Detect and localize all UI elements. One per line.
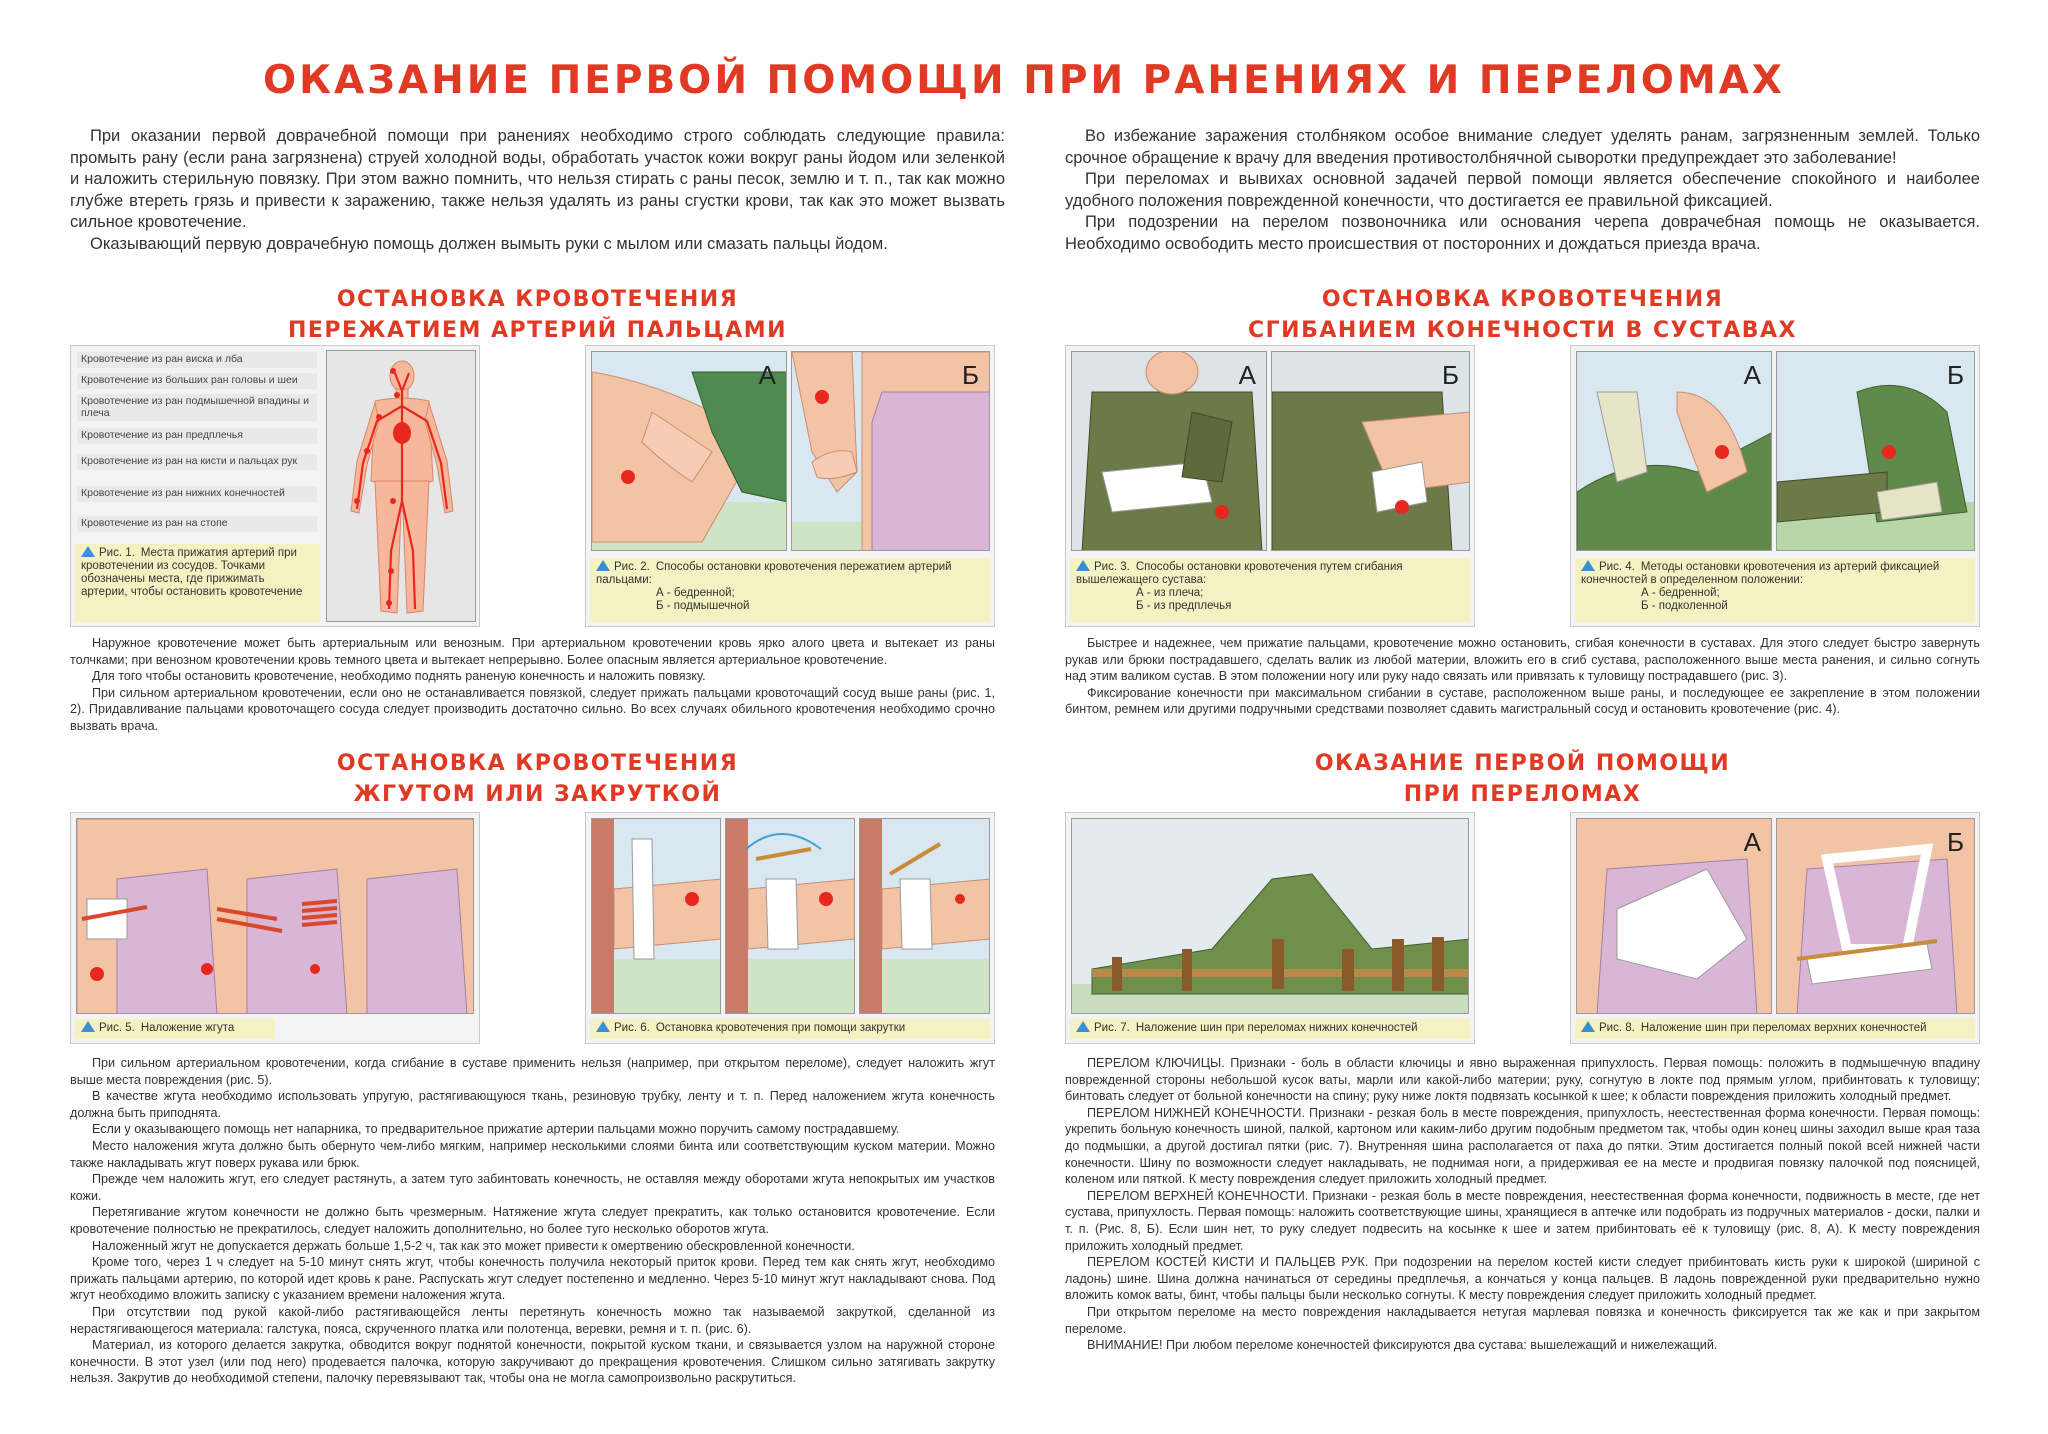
- caption-item: А - бедренной;: [656, 587, 735, 599]
- intro-right: [1065, 126, 1980, 255]
- caption-item: Б - подмышечной: [656, 600, 750, 612]
- legend-item: Кровотечение из ран подмышечной впадины и плеча: [77, 394, 317, 421]
- figure-number: Рис. 7.: [1094, 1022, 1130, 1034]
- body-paragraph: При открытом переломе на место повреждения накладывается нетугая марлевая повязка и конечность фиксируется так же как и при закрытом переломе.: [1065, 1304, 1980, 1336]
- windlass-step-2: [726, 819, 855, 1014]
- caption-text: Наложение жгута: [140, 1022, 235, 1034]
- body-paragraph: ПЕРЕЛОМ ВЕРХНЕЙ КОНЕЧНОСТИ. Признаки - резкая боль в месте повреждения, неестественная форма конечности, подвижность в месте, где нет сустава, припухлость. Первая помощь: наложить соответствующие шины, хранящиеся в аптечке или подобрать из подручных материалов - доски, палки и т. п. (Рис. 8, Б). Если шин нет, то руку следует подвесить на косынке к шее и затем прибинтовать её к туловищу (рис. 8, А). К месту повреждения приложить холодный предмет.: [1065, 1188, 1980, 1253]
- caption-text: Наложение шин при переломах нижних конечностей: [1135, 1022, 1418, 1034]
- windlass-step-1: [592, 819, 721, 1014]
- triangle-marker-icon: [1076, 560, 1090, 571]
- figure-number: Рис. 8.: [1599, 1022, 1635, 1034]
- caption-text: Места прижатия артерий при кровотечении из сосудов. Точками обозначены места, где прижимать артерии, чтобы остановить кровотечение: [81, 547, 303, 598]
- section-title-line: ПРИ ПЕРЕЛОМАХ: [1403, 782, 1642, 807]
- figure-label-a: А: [758, 360, 776, 390]
- section-title-tourniquet: [70, 748, 1005, 810]
- body-paragraph: В качестве жгута необходимо использовать упругую, растягивающуюся ткань, резиновую трубку, ленту и т. п. Перед наложением жгута конечность должна быть приподнята.: [70, 1089, 995, 1120]
- triangle-marker-icon: [1581, 1021, 1595, 1032]
- figure-caption: [590, 558, 990, 622]
- figure-5-image: [76, 818, 474, 1014]
- intro-paragraph: При подозрении на перелом позвоночника или основания черепа доврачебная помощь не оказывается. Необходимо освободить место происшествия от посторонних и дождаться приезда врача.: [1065, 213, 1980, 253]
- section-title-line: ОСТАНОВКА КРОВОТЕЧЕНИЯ: [1321, 287, 1724, 312]
- figure-2a: [591, 351, 787, 551]
- triangle-marker-icon: [596, 1021, 610, 1032]
- body-paragraph: ПЕРЕЛОМ КЛЮЧИЦЫ. Признаки - боль в области ключицы и явно выраженная припухлость. Первая помощь: положить в подмышечную впадину поврежденной стороны небольшой кусок ваты, марли или какой-либо материи; руку, согнутую в локте под прямым углом, прибинтовать к туловищу; бинтовать следует от больной конечности на спину; руку ниже локтя подвязать косынкой к шее; к области повреждения приложить холодный предмет.: [1065, 1056, 1980, 1104]
- figure-label-a: А: [1238, 360, 1256, 390]
- body-paragraph: Для того чтобы остановить кровотечение, необходимо поднять раненую конечность и наложить повязку.: [92, 669, 706, 684]
- legend-item: Кровотечение из ран на стопе: [77, 516, 317, 532]
- body-paragraph: При отсутствии под рукой какой-либо растягивающейся ленты перетянуть конечность можно так называемой закруткой, сделанной из нерастягивающегося материала: галстука, пояса, скрученного платка или полотенца, веревки, ремня и т. п. (рис. 6).: [70, 1304, 995, 1336]
- intro-paragraph: При оказании первой доврачебной помощи при ранениях необходимо строго соблюдать следующие правила: промыть рану (если рана загрязнена) струей холодной воды, обработать участок кожи вокруг раны йодом или зеленкой и наложить стерильную повязку. При этом важно помнить, что нельзя стирать с раны песок, землю и т. п., так как можно глубже втереть грязь и привести к заражению, также нельзя удалять из раны сгустки крови, так как это может вызвать сильное кровотечение.: [70, 127, 1005, 231]
- body-paragraph: Наружное кровотечение может быть артериальным или венозным. При артериальном кровотечении кровь ярко алого цвета и вытекает из раны толчками; при венозном кровотечении кровь темного цвета и вытекает непрерывно. Более опасным является артериальное кровотечение.: [70, 636, 995, 667]
- section-title-line: ПЕРЕЖАТИЕМ АРТЕРИЙ ПАЛЬЦАМИ: [287, 318, 788, 343]
- elbow-flexion-illustration: [1272, 352, 1470, 551]
- caption-item: А - из плеча;: [1136, 587, 1204, 599]
- section-title-flexion: [1065, 284, 1980, 346]
- tourniquet-illustration: [77, 819, 474, 1014]
- section-title-line: СГИБАНИЕМ КОНЕЧНОСТИ В СУСТАВАХ: [1248, 318, 1797, 343]
- figure-label-b: Б: [961, 360, 979, 390]
- figure-6: [585, 812, 995, 1044]
- page-title: ОКАЗАНИЕ ПЕРВОЙ ПОМОЩИ ПРИ РАНЕНИЯХ И ПЕРЕЛОМАХ: [262, 58, 1785, 103]
- section-title-line: ЖГУТОМ ИЛИ ЗАКРУТКОЙ: [353, 782, 722, 807]
- triangle-marker-icon: [81, 546, 95, 557]
- figure-3b: [1271, 351, 1470, 551]
- body-paragraph: Место наложения жгута должно быть обернуто чем-либо мягким, например несколькими слоями бинта или соответствующим куском материи. Можно также накладывать жгут поверх рукава или брюк.: [70, 1138, 995, 1170]
- knee-flexion-illustration: [1777, 352, 1975, 551]
- figure-number: Рис. 2.: [614, 561, 650, 573]
- caption-text: Остановка кровотечения при помощи закрутки: [655, 1022, 906, 1034]
- figure-8: [1570, 812, 1980, 1044]
- triangle-marker-icon: [1076, 1021, 1090, 1032]
- figure-6-step: [859, 818, 990, 1014]
- figure-7-image: [1071, 818, 1469, 1014]
- figure-2b: [791, 351, 990, 551]
- figure-caption: [1575, 558, 1975, 622]
- body-paragraph: Наложенный жгут не допускается держать больше 1,5-2 ч, так как это может привести к омертвению обескровленной конечности.: [92, 1238, 855, 1253]
- figure-5: [70, 812, 480, 1044]
- section-title-line: ОСТАНОВКА КРОВОТЕЧЕНИЯ: [336, 287, 739, 312]
- triangle-marker-icon: [1581, 560, 1595, 571]
- legend-item: Кровотечение из ран на кисти и пальцах рук: [77, 454, 317, 470]
- section-title-pressure: [70, 284, 1005, 346]
- figure-number: Рис. 4.: [1599, 561, 1635, 573]
- legend-item: Кровотечение из больших ран головы и шеи: [77, 373, 317, 389]
- body-paragraph: ПЕРЕЛОМ НИЖНЕЙ КОНЕЧНОСТИ. Признаки - резкая боль в месте повреждения, припухлость, неестественная форма конечности. Первая помощь: укрепить больную конечность шиной, палкой, картоном или каким-либо другим подобным предметом так, чтобы один конец шины заходил выше края таза до подмышки, а другой достигал пятки (рис. 7). Внутренняя шина располагается от паха до пятки. Этим достигается полный покой всей нижней части конечности. Шину по возможности следует накладывать, не поднимая ноги, а придерживая ее на месте и продвигая повязку палочкой под поясницей, коленом или пяткой. К месту повреждения следует приложить холодный предмет.: [1065, 1105, 1980, 1187]
- section-text-tourniquet: [70, 1055, 995, 1387]
- section-title-line: ОСТАНОВКА КРОВОТЕЧЕНИЯ: [336, 751, 739, 776]
- triangle-marker-icon: [596, 560, 610, 571]
- caption-item: Б - из предплечья: [1136, 600, 1232, 612]
- body-paragraph: Быстрее и надежнее, чем прижатие пальцами, кровотечение можно остановить, сгибая конечности в суставах. Для этого следует быстро завернуть рукав или брюки пострадавшего, сделать валик из любой материи, вложить его в сгиб сустава, расположенного выше места ранения, и сильно согнуть над этим валиком сустав. В этом положении ногу или руку надо связать или привязать к туловищу пострадавшего (рис. 3).: [1065, 636, 1980, 684]
- caption-text: Методы остановки кровотечения из артерий фиксацией конечностей в определенном положении:: [1581, 561, 1940, 586]
- body-paragraph: При сильном артериальном кровотечении, когда сгибание в суставе применить нельзя (например, при открытом переломе), следует наложить жгут выше места повреждения (рис. 5).: [70, 1056, 995, 1087]
- figure-3a: [1071, 351, 1267, 551]
- figure-caption: [1070, 1019, 1470, 1039]
- caption-text: Способы остановки кровотечения путем сгибания вышележащего сустава:: [1076, 561, 1403, 586]
- caption-text: Способы остановки кровотечения пережатием артерий пальцами:: [596, 561, 952, 586]
- figure-6-step: [591, 818, 721, 1014]
- figure-8b: [1776, 818, 1975, 1014]
- figure-label-a: А: [1743, 827, 1761, 857]
- legend-item: Кровотечение из ран нижних конечностей: [77, 486, 317, 502]
- section-text-fractures: [1065, 1055, 1980, 1354]
- body-paragraph: При сильном артериальном кровотечении, если оно не останавливается повязкой, следует прижать пальцами кровоточащий сосуд выше раны (рис. 1, 2). Придавливание пальцами кровоточащего сосуда следует производить достаточно сильно. Во всех случаях обильного кровотечения необходимо срочно вызвать врача.: [70, 685, 995, 733]
- section-title-fractures: [1065, 748, 1980, 810]
- body-paragraph: Материал, из которого делается закрутка, обводится вокруг поднятой конечности, покрытой куском ткани, и связывается узлом на наружной стороне конечности. В этот узел (или под него) продевается палочка, которую закручивают до прекращения кровотечения. Слишком сильно затягивать закрутку нельзя. Закрутив до необходимой степени, палочку перевязывают так, чтобы она не могла самопроизвольно раскрутиться.: [70, 1338, 995, 1386]
- figure-number: Рис. 6.: [614, 1022, 650, 1034]
- legend-item: Кровотечение из ран виска и лба: [77, 352, 317, 368]
- intro-left: [70, 126, 1005, 255]
- intro-paragraph: При переломах и вывихах основной задачей первой помощи является обеспечение спокойного и наиболее удобного положения поврежденной конечности, что достигается ее правильной фиксацией.: [1065, 170, 1980, 210]
- body-diagram: [326, 350, 476, 622]
- figure-4: [1570, 345, 1980, 627]
- body-paragraph: Кроме того, через 1 ч следует на 5-10 минут снять жгут, чтобы конечность получила некоторый приток крови. Перед тем как снять жгут, необходимо прижать пальцами артерию, по которой идет кровь к ране. Распускать жгут следует постепенно и медленно. Через 5-10 минут жгут накладывают снова. Под жгут необходимо вложить записку с указанием времени наложения жгута.: [70, 1255, 995, 1303]
- caption-text: Наложение шин при переломах верхних конечностей: [1640, 1022, 1927, 1034]
- figure-8a: [1576, 818, 1772, 1014]
- body-paragraph: Прежде чем наложить жгут, его следует растянуть, а затем туго забинтовать конечность, не оставляя между оборотами жгута непокрытых им участков кожи.: [70, 1172, 995, 1203]
- body-artery-illustration: [327, 351, 476, 622]
- figure-1: [70, 345, 480, 627]
- figure-number: Рис. 3.: [1094, 561, 1130, 573]
- figure-label-b: Б: [1946, 827, 1964, 857]
- figure-caption: [75, 544, 320, 622]
- figure-4a: [1576, 351, 1772, 551]
- section-title-line: ОКАЗАНИЕ ПЕРВОЙ ПОМОЩИ: [1314, 751, 1731, 776]
- figure-label-a: А: [1743, 360, 1761, 390]
- body-paragraph: ВНИМАНИЕ! При любом переломе конечностей фиксируются два сустава: вышележащий и нижележащий.: [1087, 1338, 1718, 1353]
- arm-splint-illustration: [1777, 819, 1975, 1014]
- figure-caption: [590, 1019, 990, 1039]
- figure-caption: [1575, 1019, 1975, 1039]
- figure-label-b: Б: [1946, 360, 1964, 390]
- body-paragraph: Перетягивание жгутом конечности не должно быть чрезмерным. Натяжение жгута следует прекратить, как только остановится кровотечение. Если кровотечение полностью не прекратилось, следует наложить дополнительно, но более туго несколько оборотов жгута.: [70, 1205, 995, 1236]
- figure-number: Рис. 1.: [99, 547, 135, 559]
- caption-item: Б - подколенной: [1641, 600, 1728, 612]
- section-text-pressure: [70, 635, 995, 735]
- caption-item: А - бедренной;: [1641, 587, 1720, 599]
- windlass-step-3: [860, 819, 990, 1014]
- intro-paragraph: Оказывающий первую доврачебную помощь должен вымыть руки с мылом или смазать пальцы йодом.: [90, 234, 888, 253]
- figure-4b: [1776, 351, 1975, 551]
- intro-paragraph: Во избежание заражения столбняком особое внимание следует уделять ранам, загрязненным землей. Только срочное обращение к врачу для введения противостолбнячной сыворотки предупреждает это заболевание!: [1065, 127, 1980, 167]
- figure-6-step: [725, 818, 855, 1014]
- body-paragraph: Если у оказывающего помощь нет напарника, то предварительное прижатие артерии пальцами можно поручить самому пострадавшему.: [92, 1122, 900, 1137]
- figure-3: [1065, 345, 1475, 627]
- section-text-flexion: [1065, 635, 1980, 718]
- figure-caption: [1070, 558, 1470, 622]
- figure-2: [585, 345, 995, 627]
- figure-label-b: Б: [1441, 360, 1459, 390]
- figure-7: [1065, 812, 1475, 1044]
- leg-splint-illustration: [1072, 819, 1469, 1014]
- triangle-marker-icon: [81, 1021, 95, 1032]
- figure-caption: [75, 1019, 275, 1039]
- body-paragraph: Фиксирование конечности при максимальном сгибании в суставе, расположенном выше раны, и последующее ее закрепление в этом положении бинтом, ремнем или другими подручными средствами позволяет сдавить магистральный сосуд и остановить кровотечение (рис. 4).: [1065, 685, 1980, 717]
- figure-number: Рис. 5.: [99, 1022, 135, 1034]
- axillary-pressure-illustration: [792, 352, 990, 551]
- legend-item: Кровотечение из ран предплечья: [77, 428, 317, 444]
- body-paragraph: ПЕРЕЛОМ КОСТЕЙ КИСТИ И ПАЛЬЦЕВ РУК. При подозрении на перелом костей кисти следует прибинтовать кисть руки к широкой (шириной с ладонь) шине. Шина должна начинаться от середины предплечья, а кончаться у конца пальцев. В ладонь поврежденной руки предварительно нужно вложить комок ваты, бинт, чтобы пальцы были несколько согнуты. К месту повреждения следует приложить холодный предмет.: [1065, 1255, 1980, 1303]
